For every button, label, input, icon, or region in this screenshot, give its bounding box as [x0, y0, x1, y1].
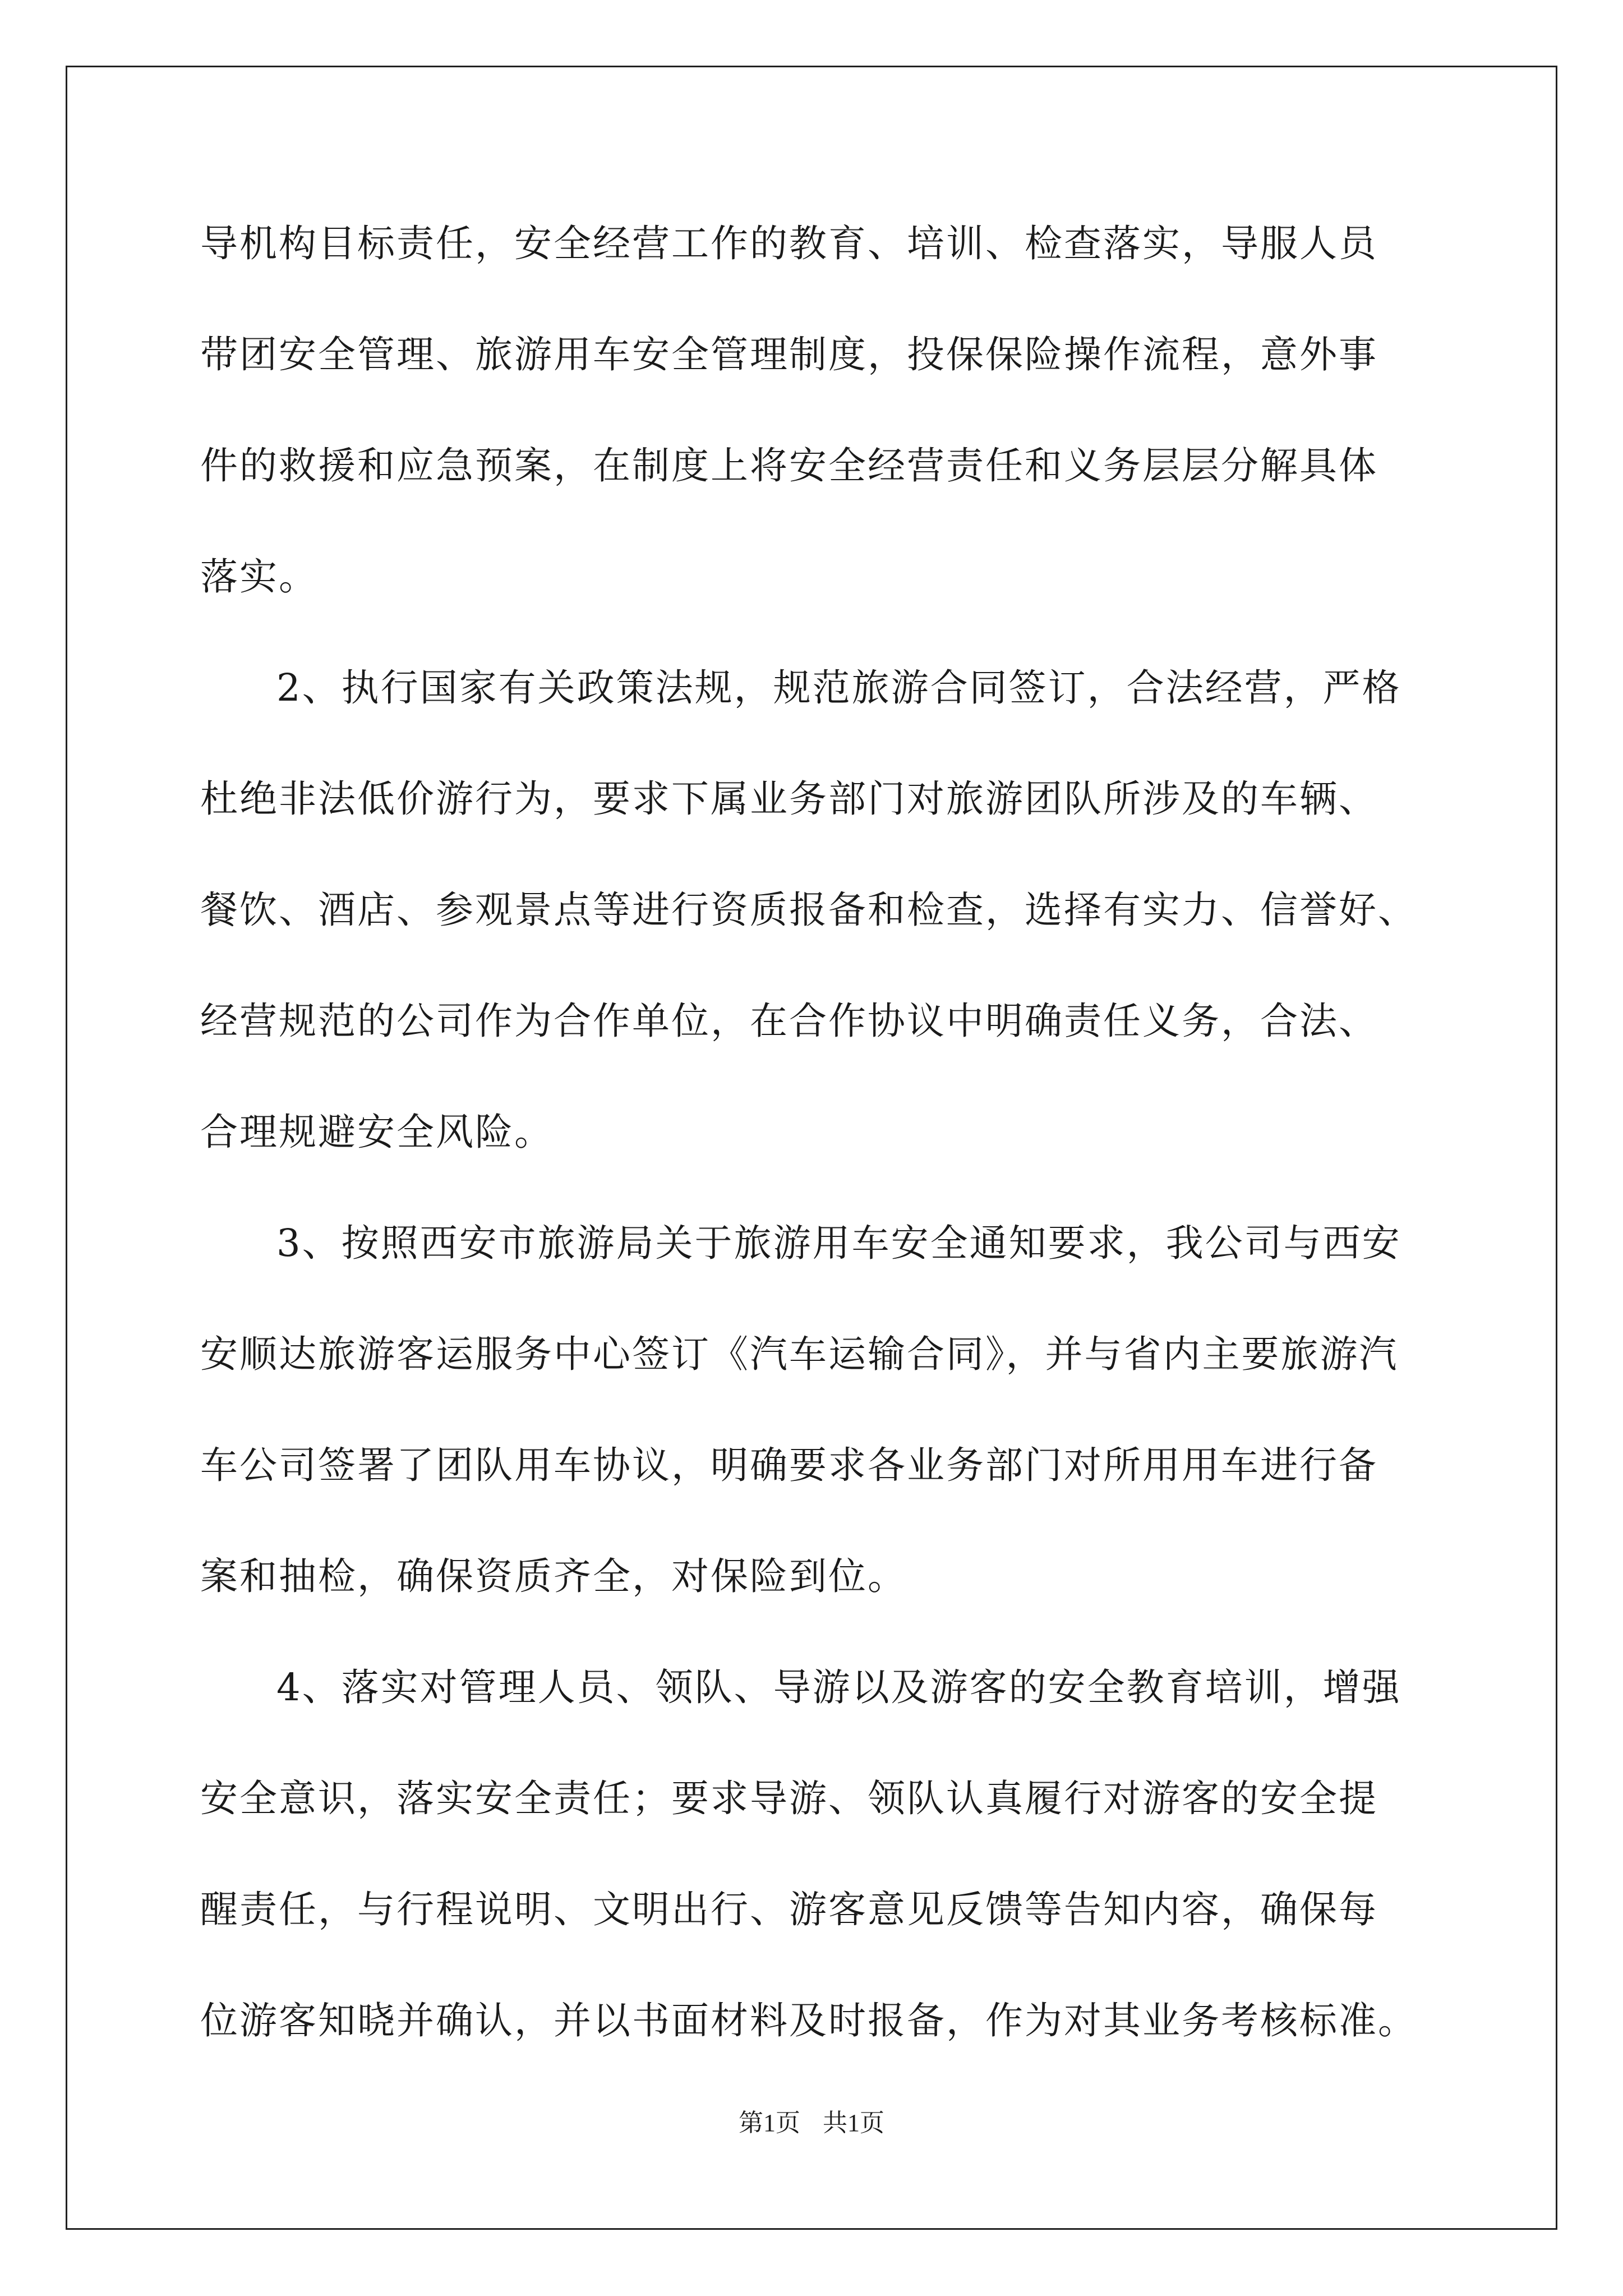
paragraph-1: [200, 216, 1434, 605]
text-line: 2、执行国家有关政策法规，规范旅游合同签订，合法经营，严格: [276, 666, 1401, 710]
text-line: 4、落实对管理人员、领队、导游以及游客的安全教育培训，增强: [276, 1665, 1401, 1709]
text-line: 件的救援和应急预案，在制度上将安全经营责任和义务层层分解具体: [200, 444, 1378, 487]
text-line: 车公司签署了团队用车协议，明确要求各业务部门对所用用车进行备: [200, 1443, 1378, 1487]
text-line: 落实。: [200, 555, 318, 599]
text-line: 安顺达旅游客运服务中心签订《汽车运输合同》，并与省内主要旅游汽: [200, 1332, 1399, 1376]
text-line: 醒责任，与行程说明、文明出行、游客意见反馈等告知内容，确保每: [200, 1888, 1378, 1931]
text-line: 3、按照西安市旅游局关于旅游用车安全通知要求，我公司与西安: [276, 1221, 1401, 1265]
paragraph-4: [200, 1660, 1434, 2049]
document-body: [200, 216, 1434, 2104]
text-line: 合理规避安全风险。: [200, 1110, 554, 1154]
page-footer: [0, 2106, 1623, 2140]
text-line: 带团安全管理、旅游用车安全管理制度，投保保险操作流程，意外事: [200, 333, 1378, 376]
text-line: 案和抽检，确保资质齐全，对保险到位。: [200, 1554, 907, 1598]
text-line: 安全意识，落实安全责任；要求导游、领队认真履行对游客的安全提: [200, 1777, 1378, 1820]
text-line: 导机构目标责任，安全经营工作的教育、培训、检查落实，导服人员: [200, 222, 1378, 265]
text-line: 杜绝非法低价游行为，要求下属业务部门对旅游团队所涉及的车辆、: [200, 777, 1378, 821]
text-line: 经营规范的公司作为合作单位，在合作协议中明确责任义务，合法、: [200, 999, 1378, 1043]
text-line: 餐饮、酒店、参观景点等进行资质报备和检查，选择有实力、信誉好、: [200, 888, 1417, 932]
paragraph-2: [200, 660, 1434, 1160]
page-number-total: 共1页: [823, 2109, 884, 2137]
paragraph-3: [200, 1216, 1434, 1604]
text-line: 位游客知晓并确认，并以书面材料及时报备，作为对其业务考核标准。: [200, 1999, 1417, 2042]
page-number-current: 第1页: [739, 2109, 800, 2137]
